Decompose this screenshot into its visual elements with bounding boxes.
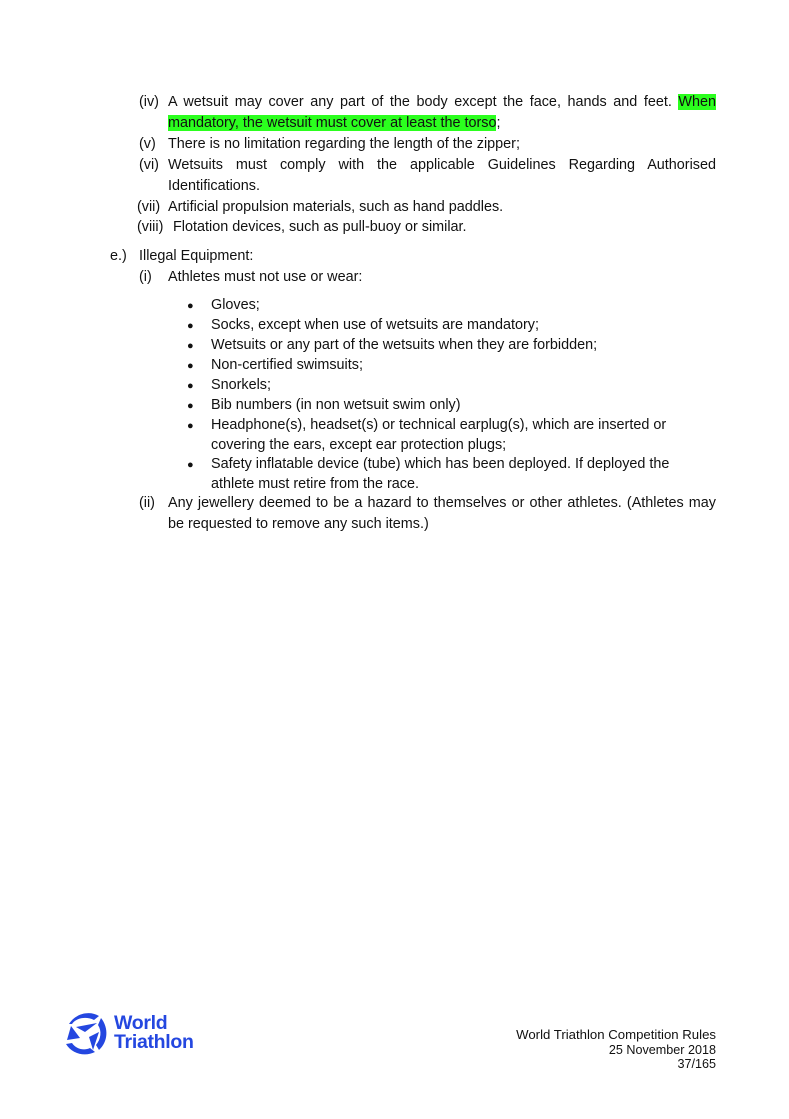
footer-page-number: 37/165 bbox=[677, 1057, 716, 1071]
text-segment: A wetsuit may cover any part of the body except the face, hands and feet. bbox=[168, 94, 679, 110]
item-text: Identifications. bbox=[168, 178, 260, 194]
bullet-item: Non-certified swimsuits; bbox=[211, 357, 363, 373]
item-number: (v) bbox=[139, 136, 156, 152]
item-text bbox=[168, 113, 500, 133]
item-number: (viii) bbox=[137, 219, 164, 235]
item-text: Any jewellery deemed to be a hazard to themselves or other athletes. (Athletes may bbox=[168, 495, 716, 511]
item-text bbox=[168, 92, 716, 112]
logo-text-line2: Triathlon bbox=[114, 1031, 194, 1053]
item-text: be requested to remove any such items.) bbox=[168, 516, 429, 532]
item-text: Flotation devices, such as pull-buoy or similar. bbox=[173, 219, 467, 235]
bullet-icon: ● bbox=[187, 360, 194, 372]
bullet-item: Gloves; bbox=[211, 297, 260, 313]
section-title: Illegal Equipment: bbox=[139, 248, 254, 264]
bullet-item: Wetsuits or any part of the wetsuits when they are forbidden; bbox=[211, 337, 598, 353]
bullet-item: Socks, except when use of wetsuits are mandatory; bbox=[211, 317, 539, 333]
item-number: (vi) bbox=[139, 157, 159, 173]
bullet-icon: ● bbox=[187, 340, 194, 352]
bullet-item-continuation: covering the ears, except ear protection plugs; bbox=[211, 437, 507, 453]
section-number: e.) bbox=[110, 248, 127, 264]
bullet-icon: ● bbox=[187, 300, 194, 312]
highlighted-text: mandatory, the wetsuit must cover at least the torso bbox=[168, 115, 497, 131]
logo-text-line1: World bbox=[114, 1012, 168, 1034]
item-number: (vii) bbox=[137, 199, 161, 215]
text-segment: ; bbox=[496, 115, 501, 131]
footer-date: 25 November 2018 bbox=[608, 1043, 716, 1057]
bullet-icon: ● bbox=[187, 459, 194, 471]
item-number: (i) bbox=[139, 269, 152, 285]
footer-doc-title: World Triathlon Competition Rules bbox=[516, 1027, 716, 1042]
highlighted-text: When bbox=[678, 94, 716, 110]
bullet-item: Headphone(s), headset(s) or technical earplug(s), which are inserted or bbox=[211, 417, 667, 433]
item-text: Wetsuits must comply with the applicable Guidelines Regarding Authorised bbox=[168, 157, 716, 173]
item-number: (iv) bbox=[139, 94, 159, 110]
bullet-item: Bib numbers (in non wetsuit swim only) bbox=[211, 397, 461, 413]
item-number: (ii) bbox=[139, 495, 155, 511]
bullet-icon: ● bbox=[187, 420, 194, 432]
item-text: There is no limitation regarding the length of the zipper; bbox=[168, 136, 520, 152]
triathlon-emblem-icon bbox=[63, 1010, 109, 1056]
bullet-item: Snorkels; bbox=[211, 377, 271, 393]
bullet-icon: ● bbox=[187, 380, 194, 392]
bullet-icon: ● bbox=[187, 320, 194, 332]
bullet-icon: ● bbox=[187, 400, 194, 412]
bullet-item-continuation: athlete must retire from the race. bbox=[211, 476, 419, 492]
bullet-item: Safety inflatable device (tube) which has been deployed. If deployed the bbox=[211, 456, 670, 472]
item-text: Artificial propulsion materials, such as hand paddles. bbox=[168, 199, 504, 215]
item-text: Athletes must not use or wear: bbox=[168, 269, 363, 285]
